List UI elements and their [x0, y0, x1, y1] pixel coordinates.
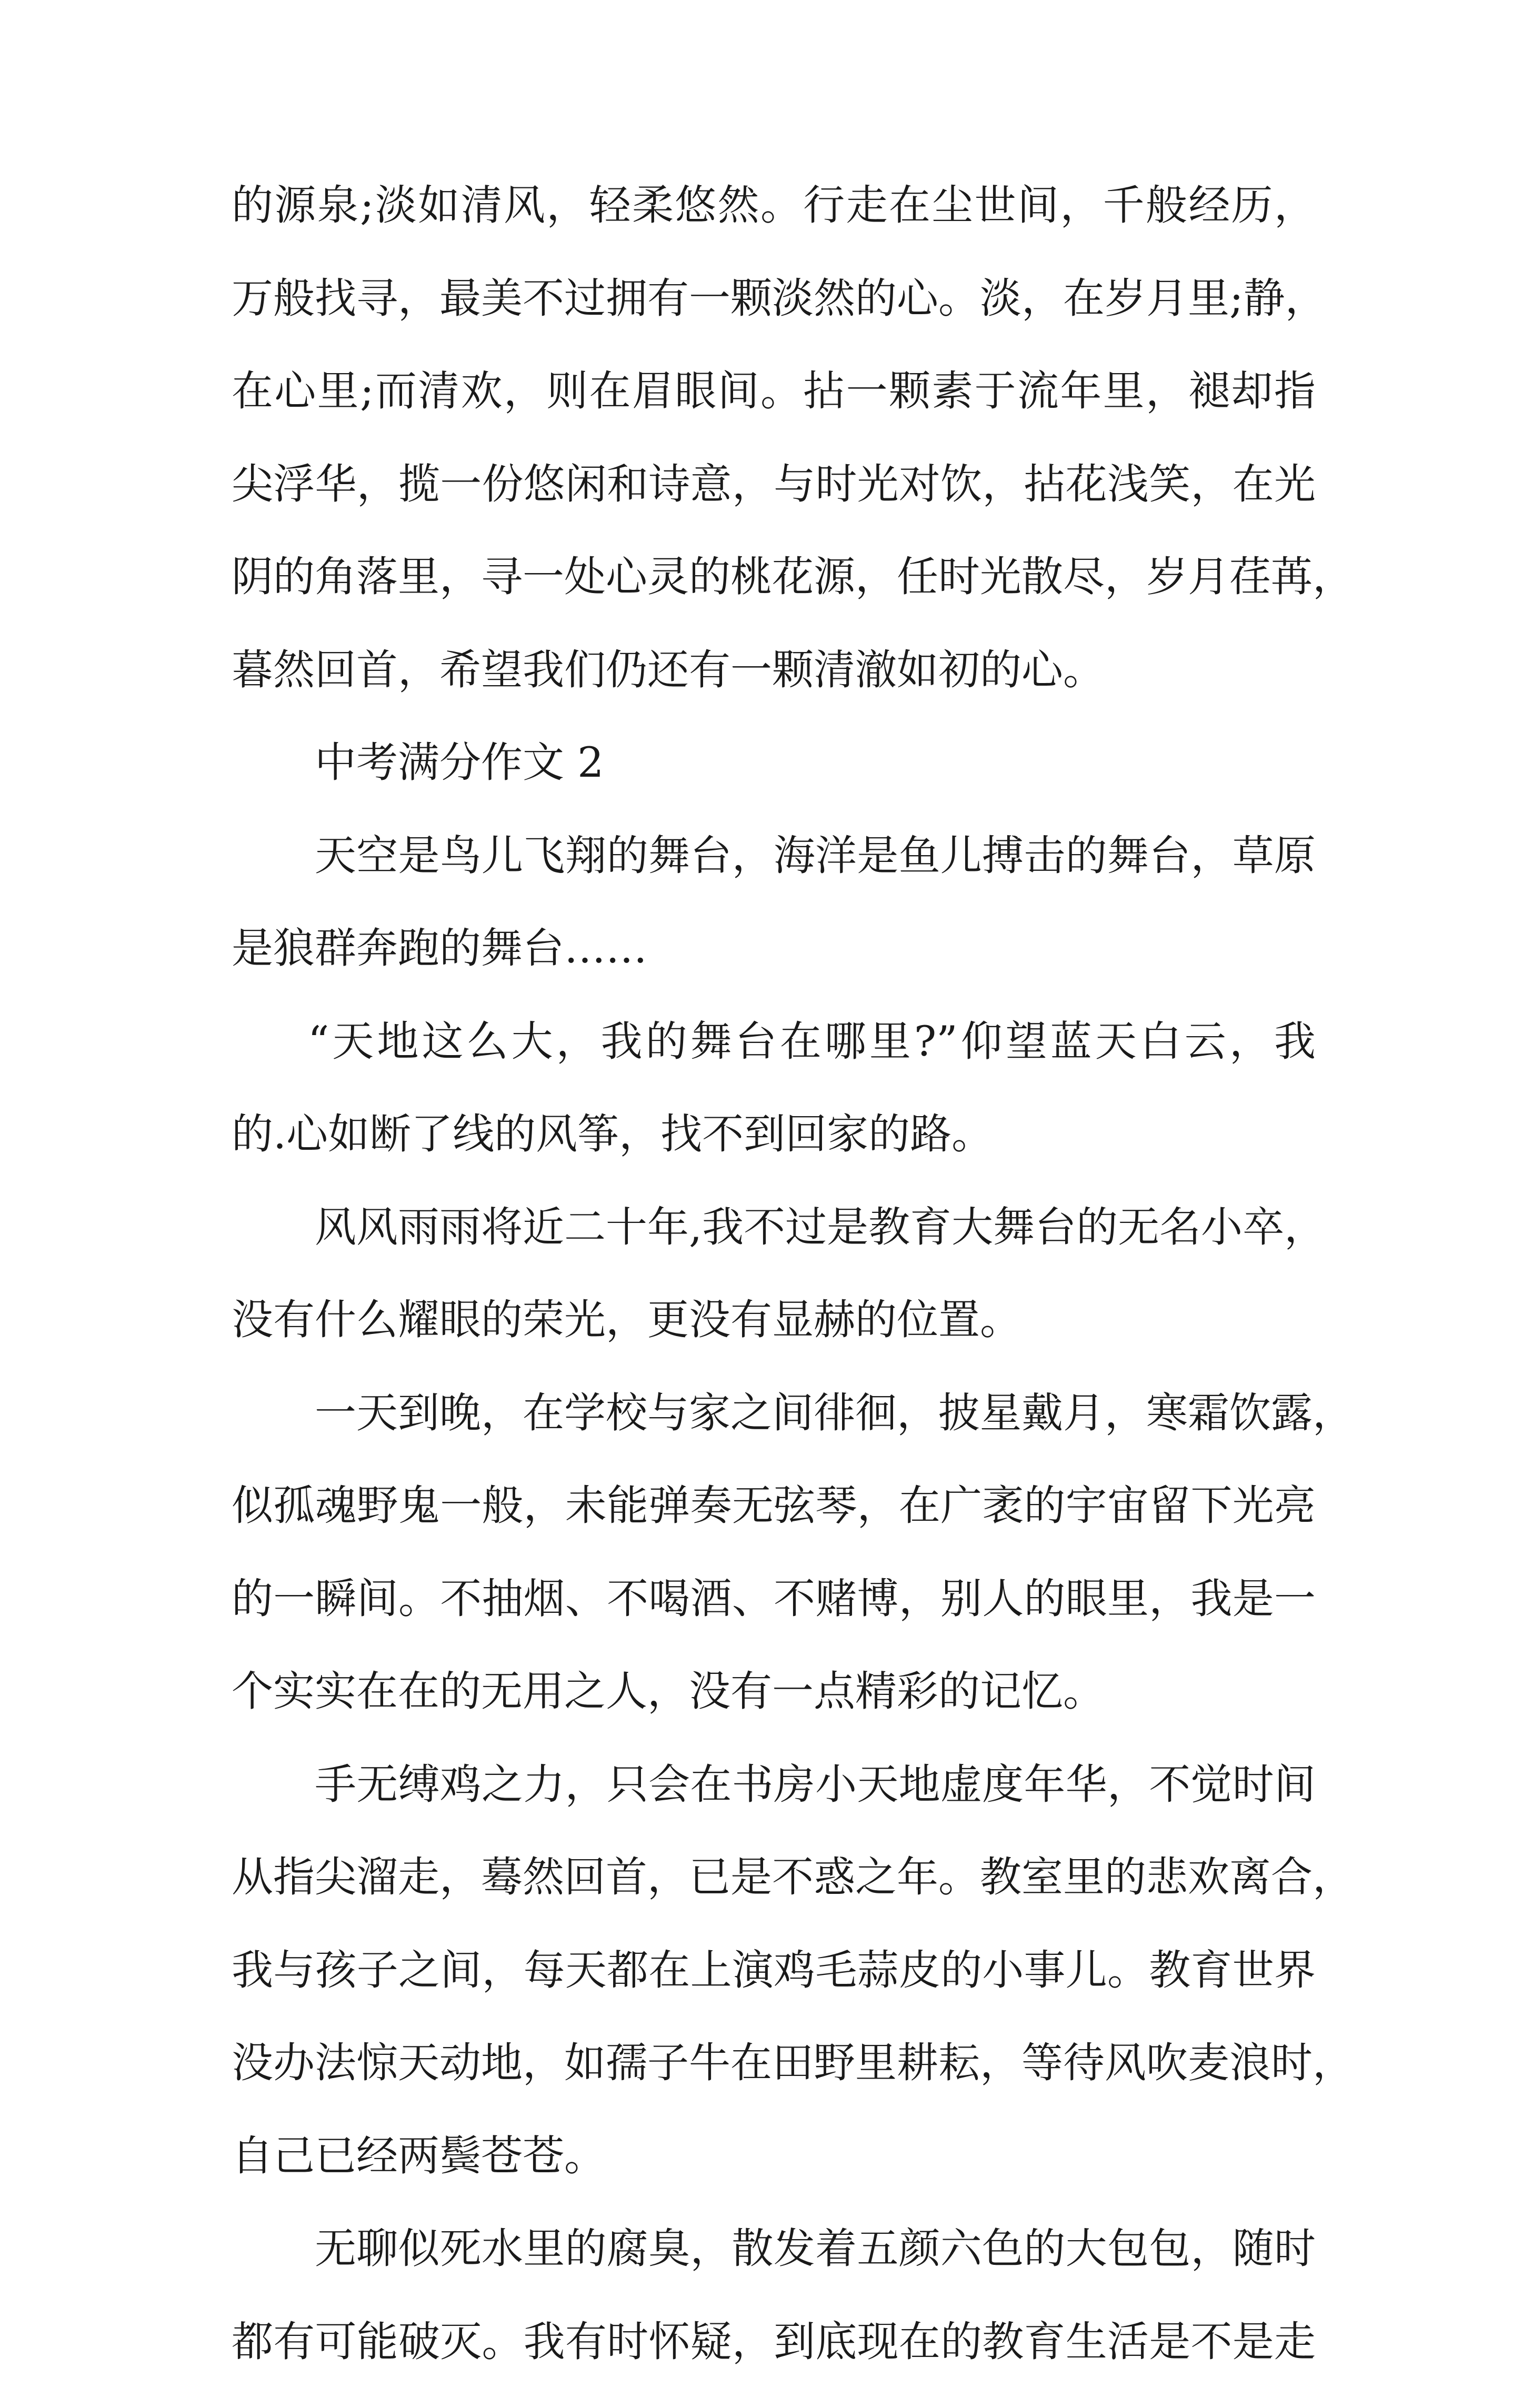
- document-body: [232, 179, 1354, 2408]
- text-line: 风风雨雨将近二十年,我不过是教育大舞台的无名小卒，: [315, 1202, 1326, 1251]
- text-line: 万般找寻，最美不过拥有一颗淡然的心。淡，在岁月里;静，: [232, 274, 1327, 323]
- text-line: 都有可能破灭。我有时怀疑，到底现在的教育生活是不是走: [232, 2317, 1316, 2366]
- text-line: 暮然回首，希望我们仍还有一颗清澈如初的心。: [232, 645, 1105, 694]
- text-line: 尖浮华，揽一份悠闲和诗意，与时光对饮，拈花浅笑，在光: [232, 459, 1316, 508]
- text-line: 没办法惊天动地，如孺子牛在田野里耕耘，等待风吹麦浪时，: [232, 2039, 1354, 2087]
- text-line: 天空是鸟儿飞翔的舞台，海洋是鱼儿搏击的舞台，草原: [315, 831, 1316, 880]
- text-line: 自己已经两鬓苍苍。: [232, 2131, 606, 2180]
- text-line: 从指尖溜走，蓦然回首，已是不惑之年。教室里的悲欢离合，: [232, 1853, 1354, 1901]
- text-line: “天地这么大，我的舞台在哪里?”仰望蓝天白云，我: [308, 1017, 1316, 1066]
- section-heading: 中考满分作文 2: [315, 738, 604, 787]
- text-line: 的.心如断了线的风筝，找不到回家的路。: [232, 1110, 994, 1158]
- text-line: 手无缚鸡之力，只会在书房小天地虚度年华，不觉时间: [315, 1760, 1316, 1809]
- text-line: 没有什么耀眼的荣光，更没有显赫的位置。: [232, 1296, 1021, 1344]
- text-line: 阴的角落里，寻一处心灵的桃花源，任时光散尽，岁月荏苒，: [232, 553, 1354, 601]
- text-line: 无聊似死水里的腐臭，散发着五颜六色的大包包，随时: [315, 2224, 1316, 2273]
- text-line: 似孤魂野鬼一般，未能弹奏无弦琴，在广袤的宇宙留下光亮: [232, 1481, 1316, 1530]
- text-line: 一天到晚，在学校与家之间徘徊，披星戴月，寒霜饮露，: [315, 1388, 1354, 1437]
- text-line: 的一瞬间。不抽烟、不喝酒、不赌博，别人的眼里，我是一: [232, 1574, 1316, 1623]
- text-line: 是狼群奔跑的舞台……: [232, 924, 647, 972]
- text-line: 个实实在在的无用之人，没有一点精彩的记忆。: [232, 1667, 1105, 1715]
- text-line: 我与孩子之间，每天都在上演鸡毛蒜皮的小事儿。教育世界: [232, 1945, 1316, 1994]
- text-line: 在心里;而清欢，则在眉眼间。拈一颗素于流年里，褪却指: [232, 367, 1316, 415]
- text-line: 的源泉;淡如清风，轻柔悠然。行走在尘世间，千般经历，: [232, 181, 1316, 229]
